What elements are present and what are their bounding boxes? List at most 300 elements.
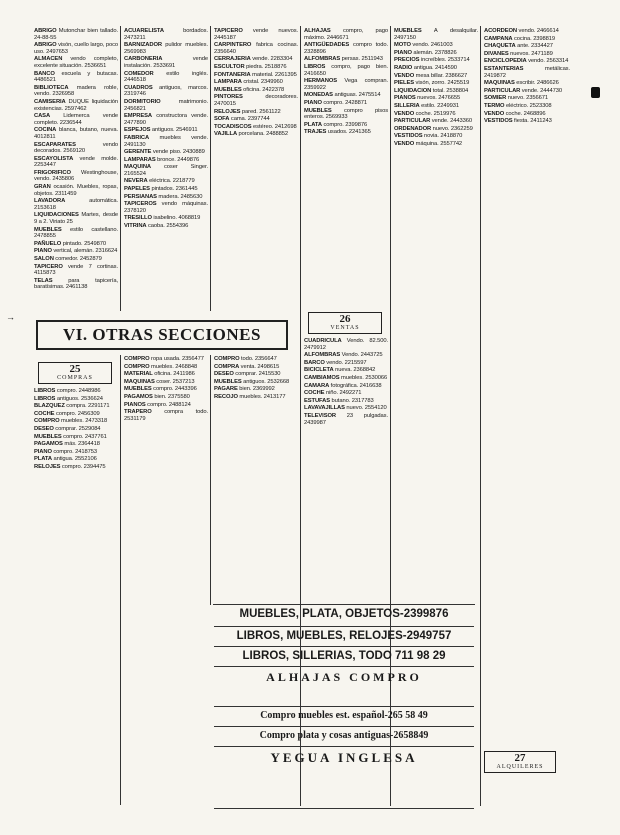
classified-text: antiguos. 2546911: [150, 127, 198, 134]
classified-text: vendo. 2466614: [517, 28, 559, 34]
classified-text: antigua. 2414590: [412, 64, 457, 71]
classified-keyword: ALFOMBRAS: [304, 352, 341, 359]
classified-text: para tapicería, baratísimas. 2461138: [34, 277, 118, 291]
classified-ad: [124, 149, 208, 156]
classified-text: nuevo. 2554120: [344, 405, 387, 412]
classified-text: ocasión. Muebles, ropas, objetos. 2311459: [34, 184, 118, 197]
classified-text: vendo. 2461003: [410, 42, 453, 49]
classified-keyword: MATERIAL: [124, 371, 153, 378]
classified-keyword: MUEBLES: [394, 28, 422, 34]
classified-ad: [34, 42, 118, 55]
classified-keyword: DIVANES: [484, 50, 509, 57]
classified-keyword: DORMITORIO: [124, 98, 161, 105]
classified-text: vendo máquinas. 2378120: [124, 201, 208, 214]
classified-keyword: PIELES: [394, 80, 415, 87]
classified-text: compro. 2456309: [54, 410, 100, 417]
classified-keyword: ESTANTERIAS: [484, 65, 524, 72]
column-6: [484, 28, 570, 748]
classified-text: muebles. 2473318: [59, 418, 108, 425]
classified-keyword: CAMARA: [304, 382, 330, 389]
classified-text: nuevos. 2471189: [508, 50, 553, 57]
classified-text: antiguos. 2536624: [55, 395, 103, 402]
classified-text: metálicas. 2419872: [484, 65, 570, 79]
classified-ad: [34, 227, 118, 240]
classified-text: pared. 2561122: [240, 108, 281, 115]
classified-ad: [34, 198, 118, 211]
classified-keyword: ABRIGO: [34, 42, 57, 49]
classified-keyword: LIBROS: [34, 388, 56, 394]
classified-ad: [484, 66, 570, 79]
classified-keyword: MONEDAS: [304, 92, 333, 99]
classified-text: escribir. 2486626: [514, 80, 559, 87]
classified-keyword: HERMANOS: [304, 78, 338, 85]
classified-ad: [214, 131, 298, 138]
alquileres-label: ALQUILERES: [496, 764, 544, 770]
classified-ad: [34, 212, 118, 225]
classified-keyword: PIANOS: [394, 95, 416, 102]
classified-keyword: ESCAYOLISTA: [34, 155, 74, 162]
classified-ad: [394, 133, 478, 140]
classified-keyword: DESEO: [214, 371, 234, 378]
column-4-top: [304, 28, 388, 310]
classified-text: madera roble, vendo. 2326958: [34, 84, 118, 98]
compras-label: COMPRAS: [57, 375, 93, 381]
classified-ad: [214, 72, 298, 79]
classified-keyword: COCHE: [34, 410, 55, 417]
classified-ad: [214, 116, 298, 123]
classified-keyword: BARNIZADOR: [124, 42, 162, 49]
classified-keyword: TRESILLO: [124, 215, 152, 222]
classified-keyword: PERSIANAS: [124, 193, 157, 200]
classified-text: compro. 2394475: [60, 463, 106, 470]
classified-keyword: MUEBLES: [214, 86, 242, 93]
classified-ad: [124, 402, 208, 409]
classified-keyword: ALFOMBRAS: [304, 56, 341, 63]
classified-ad: [394, 118, 478, 125]
classified-keyword: MUEBLES: [34, 226, 62, 233]
classified-keyword: SOMIER: [484, 95, 507, 102]
classified-ad: [34, 56, 118, 69]
classified-ad: [304, 100, 388, 107]
classified-keyword: TAPICERO: [214, 28, 243, 34]
classified-keyword: TELAS: [34, 277, 53, 284]
classified-ad: [124, 386, 208, 393]
classified-ad: [124, 113, 208, 126]
classified-text: coche. 2519976: [414, 110, 456, 117]
classified-ad: [214, 124, 298, 131]
classified-ad: [34, 396, 118, 403]
classified-keyword: FRIGORIFICO: [34, 169, 71, 176]
classified-ad: [304, 405, 388, 412]
classified-text: madera. 2485630: [156, 193, 203, 200]
classified-keyword: CAMISERIA: [34, 98, 66, 105]
classified-ad: [34, 426, 118, 433]
classified-ad: [34, 388, 118, 395]
classified-ad: [124, 71, 208, 84]
classified-keyword: COCHE: [304, 390, 325, 397]
classified-text: vende nuevos. 2445187: [214, 28, 298, 41]
classified-keyword: CAMPANA: [484, 35, 513, 42]
classified-keyword: PIANO: [34, 448, 52, 455]
classified-keyword: PIANOS: [124, 401, 146, 408]
classified-keyword: CUADROS: [124, 84, 153, 91]
classified-text: 23 pulgadas. 2439987: [304, 412, 388, 426]
classified-keyword: COMPRO: [214, 356, 240, 362]
classified-text: eléctrico. 2523308: [504, 102, 552, 109]
classified-text: butano. 2317783: [330, 397, 374, 404]
classified-text: nuevo. 2356671: [506, 95, 548, 102]
classified-keyword: TERMO: [484, 102, 505, 109]
classified-ad: [304, 360, 388, 367]
classified-ad: [214, 28, 298, 41]
classified-ad: [124, 157, 208, 164]
classified-ad: [304, 56, 388, 63]
classified-ad: [304, 78, 388, 91]
classified-ad: [34, 418, 118, 425]
classified-ad: [394, 28, 478, 41]
classified-text: antiguos, marcos. 2319746: [124, 84, 208, 98]
classified-text: coser Singer. 2165524: [124, 164, 208, 177]
classified-text: compro. 2488124: [145, 401, 191, 408]
classified-ad: [304, 129, 388, 136]
classified-ad: [394, 42, 478, 49]
classified-keyword: TAPICEROS: [124, 201, 157, 208]
classified-keyword: ESPEJOS: [124, 127, 151, 134]
classified-ad: [124, 223, 208, 230]
classified-text: muebles. 2530066: [339, 374, 388, 381]
classified-text: vende molde. 2253447: [34, 155, 118, 169]
classified-ad: [34, 256, 118, 263]
classified-keyword: VESTIDOS: [394, 133, 423, 140]
column-4-bottom: [304, 338, 388, 602]
classified-keyword: ORDENADOR: [394, 125, 432, 132]
classified-ad: [304, 398, 388, 405]
classified-ad: [34, 156, 118, 169]
classified-text: compra. 2291171: [64, 403, 110, 410]
classified-ad: [34, 449, 118, 456]
classified-text: compro, pago bien. 2416650: [304, 63, 388, 77]
classified-keyword: MUEBLES: [34, 433, 62, 440]
column-1-top: [34, 28, 118, 310]
classified-text: Vendo. 82.500. 2479912: [304, 338, 388, 351]
classified-text: máquina. 2557742: [414, 140, 463, 147]
classified-text: visón, zorro. 2425519: [414, 80, 470, 87]
classified-text: estilo inglés. 2446518: [124, 70, 208, 84]
classified-keyword: RECOJO: [214, 393, 238, 400]
classified-text: ante. 2334427: [515, 43, 553, 50]
classified-keyword: COCINA: [34, 127, 57, 134]
classified-text: cristal. 2349960: [241, 79, 283, 86]
classified-text: DUQUE liquidación existencias. 2597462: [34, 98, 118, 112]
ad-libros-sillerias: LIBROS, SILLERIAS, TODO 711 98 29: [242, 650, 446, 662]
classified-text: usados. 2241365: [326, 129, 371, 136]
classified-ad: [304, 338, 388, 351]
classified-ad: [34, 85, 118, 98]
classified-text: compro. 2428871: [321, 99, 367, 106]
classified-keyword: RELOJES: [214, 108, 241, 115]
classified-ad: [34, 434, 118, 441]
classified-text: vende instalación. 2533691: [124, 56, 208, 69]
classified-ad: [484, 28, 570, 35]
column-rule: [120, 26, 121, 311]
classified-keyword: PIANO: [34, 248, 52, 255]
classified-ad: [34, 264, 118, 277]
ventas-number: 26: [339, 313, 351, 325]
classified-text: fiesta. 2411243: [512, 118, 552, 125]
classified-ad: [34, 99, 118, 112]
classified-keyword: VENDO: [394, 140, 415, 147]
classified-ad: [124, 364, 208, 371]
classified-keyword: ANTIGÜEDADES: [304, 42, 350, 49]
classified-keyword: MOTO: [394, 42, 411, 49]
classified-text: nuevos. 2476655: [415, 95, 461, 102]
classified-keyword: VENDO: [484, 110, 505, 117]
classified-ad: [214, 356, 298, 363]
classified-ad: [34, 142, 118, 155]
classified-text: blanca, butano, nueva. 4012811: [34, 127, 118, 140]
classified-ad: [124, 215, 208, 222]
classified-ad: [124, 371, 208, 378]
classified-ad: [484, 95, 570, 102]
classified-text: estilo castellano. 2478855: [34, 226, 118, 240]
classified-text: matrimonio. 2456821: [124, 98, 208, 112]
classified-text: escuela y butacas. 4486521: [34, 70, 118, 84]
classified-keyword: BANCO: [34, 70, 55, 77]
classified-keyword: TELEVISOR: [304, 412, 336, 419]
classified-keyword: COMPRO: [124, 363, 150, 370]
classified-keyword: PAGARE: [214, 386, 238, 393]
ad-compro-muebles: Compro muebles est. español-265 58 49: [260, 710, 428, 721]
classified-keyword: PRECIOS: [394, 57, 420, 64]
classified-ad: [34, 71, 118, 84]
classified-text: vende. 2443360: [430, 118, 472, 125]
classified-text: material. 2261395: [250, 71, 297, 78]
classified-ad: [124, 85, 208, 98]
classified-keyword: ESTUFAS: [304, 397, 331, 404]
classified-ad: [34, 241, 118, 248]
classified-keyword: PIANO: [304, 99, 322, 106]
classified-text: A desalquilar. 2497150: [394, 28, 478, 41]
classified-text: isabelino. 4068819: [151, 215, 201, 222]
classified-keyword: GERENTE: [124, 149, 152, 156]
classified-text: cocina. 2398819: [512, 35, 556, 42]
classified-text: coche. 2468896: [504, 110, 546, 117]
classified-text: total. 2538804: [431, 87, 469, 94]
classified-keyword: MAQUINAS: [484, 80, 515, 87]
classified-keyword: SOFA: [214, 116, 230, 123]
classified-ad: [124, 394, 208, 401]
ventas-label: VENTAS: [330, 325, 360, 331]
classified-ad: [304, 122, 388, 129]
classified-text: fabrica cocinas. 2356640: [214, 42, 298, 55]
classified-ad: [394, 50, 478, 57]
column-rule: [210, 355, 211, 605]
compras-number: 25: [69, 363, 81, 375]
classified-keyword: VENDO: [394, 110, 415, 117]
classified-keyword: TRAJES: [304, 129, 327, 136]
classified-keyword: CHAQUETA: [484, 43, 516, 50]
classified-text: mesa billar. 2386627: [414, 72, 468, 79]
classified-keyword: RADIO: [394, 64, 413, 71]
classified-keyword: MUEBLES: [124, 386, 152, 393]
classified-ad: [304, 375, 388, 382]
classified-text: bronce. 2449876: [155, 156, 200, 163]
classified-text: automática. 2153618: [34, 198, 118, 211]
classified-keyword: BIBLIOTECA: [34, 84, 69, 91]
classified-text: venta. 2498615: [239, 363, 280, 370]
classified-text: Lidemerca vende completo. 2236544: [34, 113, 118, 126]
classified-text: visón, cuello largo, poco uso. 2497653: [34, 42, 118, 55]
classified-ad: [394, 80, 478, 87]
classified-keyword: ACORDEON: [484, 28, 518, 34]
classified-text: vendo. 2215597: [324, 359, 367, 366]
classified-text: comprar. 2529084: [53, 425, 101, 432]
classified-ad: [124, 99, 208, 112]
classified-ad: [124, 379, 208, 386]
ad-rule: [214, 746, 474, 747]
classified-ad: [214, 79, 298, 86]
classified-ad: [484, 43, 570, 50]
classified-ad: [484, 118, 570, 125]
classified-text: vendo. 2563314: [526, 58, 569, 65]
ad-rule: [214, 808, 474, 809]
classified-text: Mutonchar bien tallado. 24-88-55: [34, 28, 118, 41]
classified-ad: [124, 135, 208, 148]
classified-ad: [394, 57, 478, 64]
classified-text: compra todo. 2531179: [124, 409, 208, 422]
classified-ad: [304, 108, 388, 121]
classified-keyword: PLATA: [304, 121, 322, 128]
classified-text: vende piso. 2430889: [151, 149, 205, 156]
column-2-bottom: [124, 356, 208, 806]
classified-ad: [304, 64, 388, 77]
classified-text: comedor. 2452879: [53, 256, 102, 262]
classified-keyword: PAGAMOS: [124, 393, 153, 400]
classified-text: Westinghouse, vendo. 2435806: [34, 169, 118, 183]
classified-text: Vega compran. 2359922: [304, 78, 388, 91]
margin-arrow-icon: →: [6, 312, 15, 322]
classified-keyword: MAQUINA: [124, 164, 151, 171]
classified-text: muebles vende. 2491130: [124, 134, 208, 148]
classified-ad: [214, 94, 298, 107]
classified-text: vende. 2283304: [250, 56, 293, 63]
classified-keyword: CUADRICULA: [304, 338, 342, 344]
compras-header: [38, 362, 112, 384]
classified-keyword: LIBROS: [304, 63, 326, 70]
classified-text: pulidor muebles. 2569983: [124, 42, 208, 55]
classified-keyword: PIANO: [394, 49, 412, 56]
classified-text: estéreo. 2412698: [251, 123, 297, 130]
classified-keyword: PARTICULAR: [394, 118, 431, 125]
classified-text: novia. 2418870: [422, 133, 463, 140]
classified-keyword: PAGAMOS: [34, 441, 63, 448]
classified-keyword: LAVAVAJILLAS: [304, 405, 345, 412]
classified-keyword: SILLERIA: [394, 102, 420, 109]
classified-text: pintado. 2549870: [61, 240, 106, 247]
classified-ad: [394, 126, 478, 133]
classified-keyword: ENCICLOPEDIA: [484, 58, 527, 65]
classified-ad: [34, 278, 118, 291]
classified-ad: [214, 379, 298, 386]
classified-text: decoradores. 2470015: [214, 94, 298, 107]
classified-text: más. 2364418: [62, 441, 100, 448]
classified-text: compro pisos enteros. 2569933: [304, 107, 388, 121]
classified-ad: [34, 464, 118, 471]
classified-ad: [34, 184, 118, 197]
classified-keyword: RELOJES: [34, 463, 61, 470]
classified-ad: [124, 356, 208, 363]
classified-keyword: VENDO: [394, 72, 415, 79]
classified-ad: [34, 456, 118, 463]
classified-keyword: PAPELES: [124, 186, 150, 193]
classified-text: oficina. 2422378: [241, 86, 285, 93]
classified-keyword: LIBROS: [34, 395, 56, 402]
classified-ad: [484, 80, 570, 87]
alquileres-header: [484, 751, 556, 773]
classified-text: compro. 2399876: [321, 121, 368, 128]
classified-ad: [304, 28, 388, 41]
classified-ad: [304, 352, 388, 359]
classified-text: pintados. 2361445: [149, 186, 198, 193]
classified-ad: [124, 201, 208, 214]
ad-rule: [214, 646, 474, 647]
classified-ad: [394, 88, 478, 95]
ad-libros-muebles: LIBROS, MUEBLES, RELOJES-2949757: [236, 630, 452, 642]
classified-text: muebles. 2468848: [149, 363, 198, 370]
classified-keyword: ACUARELISTA: [124, 28, 165, 34]
classified-ad: [484, 103, 570, 110]
classified-keyword: LAMPARAS: [124, 156, 156, 163]
classified-ad: [124, 42, 208, 55]
classified-keyword: BARCO: [304, 359, 325, 366]
ad-compro-plata: Compro plata y cosas antiguas-2658849: [259, 730, 429, 741]
classified-ad: [214, 42, 298, 55]
ad-rule: [214, 726, 474, 727]
classified-keyword: ALMACEN: [34, 56, 63, 63]
classified-keyword: CERRAJERIA: [214, 56, 251, 63]
classified-text: Vendo. 2443725: [340, 352, 383, 359]
classified-keyword: VITRINA: [124, 223, 147, 230]
classified-text: porcelana. 2488852: [237, 131, 288, 138]
classified-text: vendo decorados. 2569120: [34, 141, 118, 155]
classified-keyword: DESEO: [34, 425, 54, 432]
classified-keyword: TOCADISCOS: [214, 123, 252, 130]
classified-keyword: PARTICULAR: [484, 87, 521, 94]
classified-ad: [394, 141, 478, 148]
classified-keyword: CASA: [34, 113, 51, 120]
classified-ad: [484, 111, 570, 118]
classified-text: nueva. 2368842: [333, 367, 376, 374]
classified-ad: [34, 441, 118, 448]
classified-text: estilo. 2249931: [419, 102, 459, 109]
classified-keyword: VAJILLA: [214, 131, 238, 138]
classified-text: ropa usada. 2356477: [149, 356, 204, 362]
classified-keyword: CAMBIAMOS: [304, 374, 340, 381]
classified-keyword: FABRICA: [124, 134, 150, 141]
classified-keyword: COMPRA: [214, 363, 240, 370]
classified-text: compro, pago máximo. 2446671: [304, 28, 388, 41]
classified-ad: [124, 409, 208, 422]
classified-text: muebles. 2413177: [237, 393, 286, 400]
classified-ad: [34, 113, 118, 126]
alquileres-number: 27: [514, 752, 526, 764]
classified-keyword: ALHAJAS: [304, 28, 331, 34]
classified-ad: [304, 42, 388, 55]
classified-keyword: ESCULTOR: [214, 63, 245, 70]
classified-keyword: EMPRESA: [124, 113, 152, 120]
classified-keyword: FONTANERIA: [214, 71, 251, 78]
classified-keyword: CARBONERIA: [124, 56, 163, 63]
